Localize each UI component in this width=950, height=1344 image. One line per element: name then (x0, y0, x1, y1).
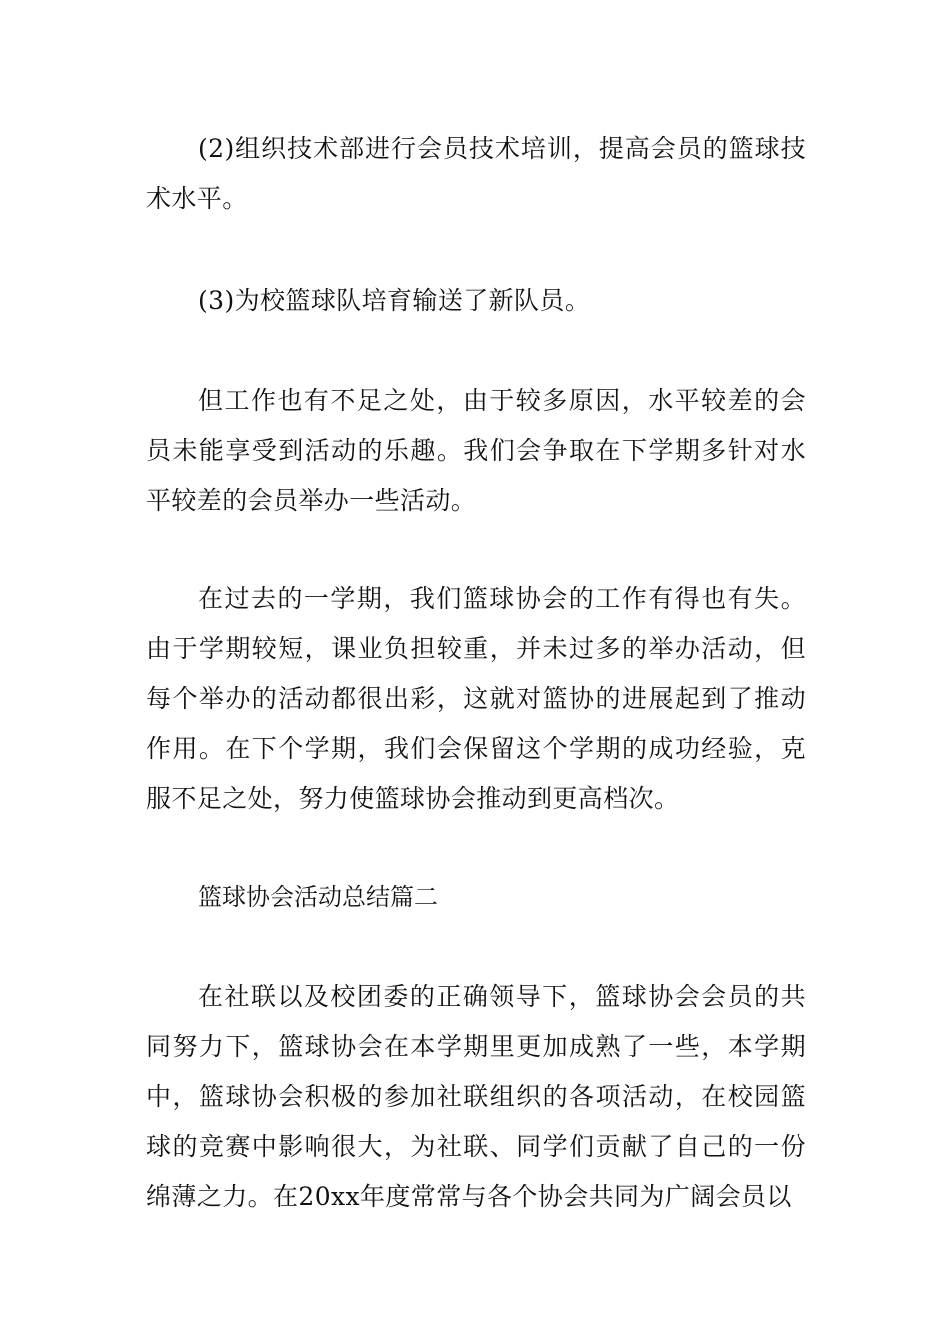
paragraph-semester-review: 在过去的一学期，我们篮球协会的工作有得也有失。由于学期较短，课业负担较重，并未过多的举办活动，但每个举办的活动都很出彩，这就对篮协的进展起到了推动作用。在下个学期，我们会保留这个学期的成功经验，克服不足之处，努力使篮球协会推动到更高档次。 (146, 584, 806, 813)
paragraph-shortcomings: 但工作也有不足之处，由于较多原因，水平较差的会员未能享受到活动的乐趣。我们会争取在下学期多针对水平较差的会员举办一些活动。 (146, 386, 806, 515)
paragraph-section-two-intro: 在社联以及校团委的正确领导下，篮球协会会员的共同努力下，篮球协会在本学期里更加成熟了一些，本学期中，篮球协会积极的参加社联组织的各项活动，在校园篮球的竞赛中影响很大，为社联、同学们贡献了自己的一份绵薄之力。在20xx年度常常与各个协会共同为广阔会员以 (146, 982, 806, 1211)
paragraph-technical-training: (2)组织技术部进行会员技术培训，提高会员的篮球技术水平。 (146, 134, 806, 213)
paragraph-new-players: (3)为校篮球队培育输送了新队员。 (198, 286, 591, 315)
section-heading: 篮球协会活动总结篇二 (198, 883, 438, 911)
